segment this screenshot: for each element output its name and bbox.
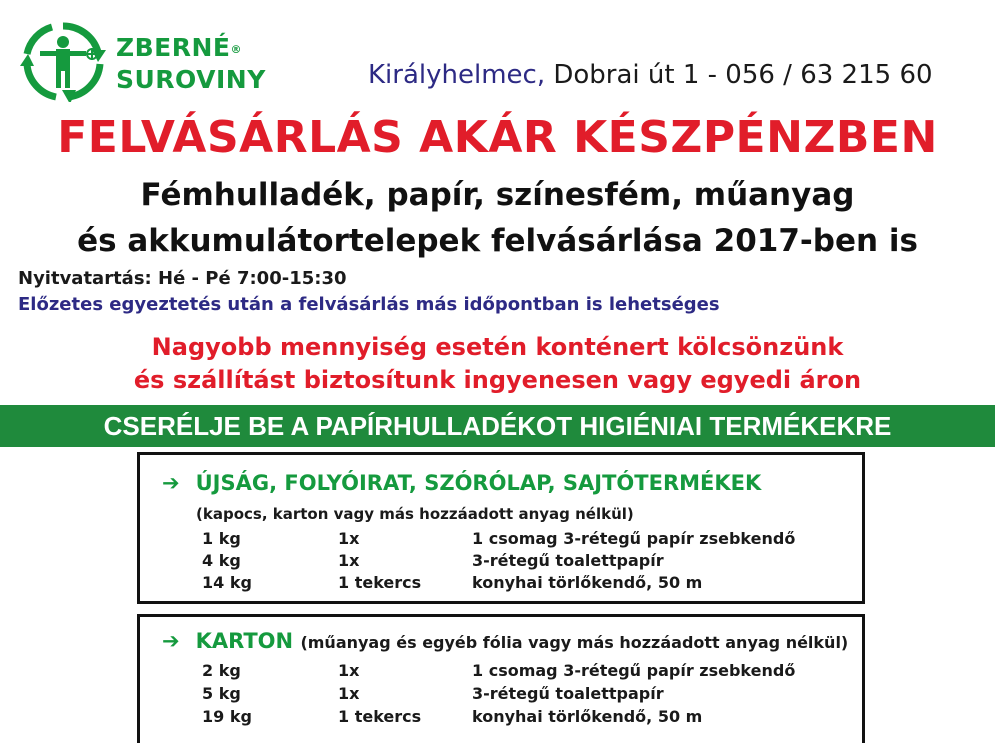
logo-line1: ZBERNÉ [116,33,231,62]
quantity-cell: 1x [338,529,360,548]
product-cell: 1 csomag 3-rétegű papír zsebkendő [472,661,796,680]
box-note: (műanyag és egyéb fólia vagy más hozzáadott anyag nélkül) [300,633,849,652]
quantity-cell: 1x [338,661,360,680]
weight-cell: 19 kg [202,707,252,726]
table-row [202,529,842,551]
table-row [202,573,842,595]
product-cell: konyhai törlőkendő, 50 m [472,707,703,726]
arrow-right-icon: ➔ [162,471,180,495]
quantity-cell: 1 tekercs [338,573,422,592]
exchange-banner: CSERÉLJE BE A PAPÍRHULLADÉKOT HIGIÉNIAI TERMÉKEKRE [0,405,995,447]
recycling-person-icon [18,20,108,102]
product-cell: 3-rétegű toalettpapír [472,551,664,570]
address-phone [368,60,933,90]
quantity-cell: 1 tekercs [338,707,422,726]
subheadline-line1: Fémhulladék, papír, színesfém, műanyag [140,177,855,213]
box-title [162,629,848,653]
box-title-text: KARTON [195,629,294,653]
registered-mark: ® [230,43,243,56]
address-city: Királyhelmec, [368,60,546,90]
box-title-text: ÚJSÁG, FOLYÓIRAT, SZÓRÓLAP, SAJTÓTERMÉKEK [195,471,762,495]
box-title [162,471,761,495]
table-row [202,551,842,573]
weight-cell: 1 kg [202,529,241,548]
weight-cell: 4 kg [202,551,241,570]
company-logo [18,20,268,102]
product-cell: 1 csomag 3-rétegű papír zsebkendő [472,529,796,548]
product-cell: 3-rétegű toalettpapír [472,684,664,703]
opening-hours: Nyitvatartás: Hé - Pé 7:00-15:30 [18,268,347,289]
weight-cell: 14 kg [202,573,252,592]
weight-cell: 5 kg [202,684,241,703]
table-row [202,661,842,683]
subheadline-line2: és akkumulátortelepek felvásárlása 2017-ben is [77,223,918,259]
address-rest: Dobrai út 1 - 056 / 63 215 60 [545,60,933,90]
table-row [202,684,842,706]
container-offer-line1: Nagyobb mennyiség esetén konténert kölcsönzünk [151,333,844,361]
weight-cell: 2 kg [202,661,241,680]
box-note: (kapocs, karton vagy más hozzáadott anyag nélkül) [196,505,634,523]
quantity-cell: 1x [338,551,360,570]
product-cell: konyhai törlőkendő, 50 m [472,573,703,592]
table-row [202,707,842,729]
container-offer-line2: és szállítást biztosítunk ingyenesen vagy egyedi áron [133,366,862,394]
newspaper-exchange-box [137,452,865,604]
arrow-right-icon: ➔ [162,629,180,653]
logo-line2: SUROVINY [116,65,266,94]
quantity-cell: 1x [338,684,360,703]
prior-arrangement-note: Előzetes egyeztetés után a felvásárlás más időpontban is lehetséges [18,294,720,315]
headline: FELVÁSÁRLÁS AKÁR KÉSZPÉNZBEN [57,112,938,163]
cardboard-exchange-box [137,614,865,743]
